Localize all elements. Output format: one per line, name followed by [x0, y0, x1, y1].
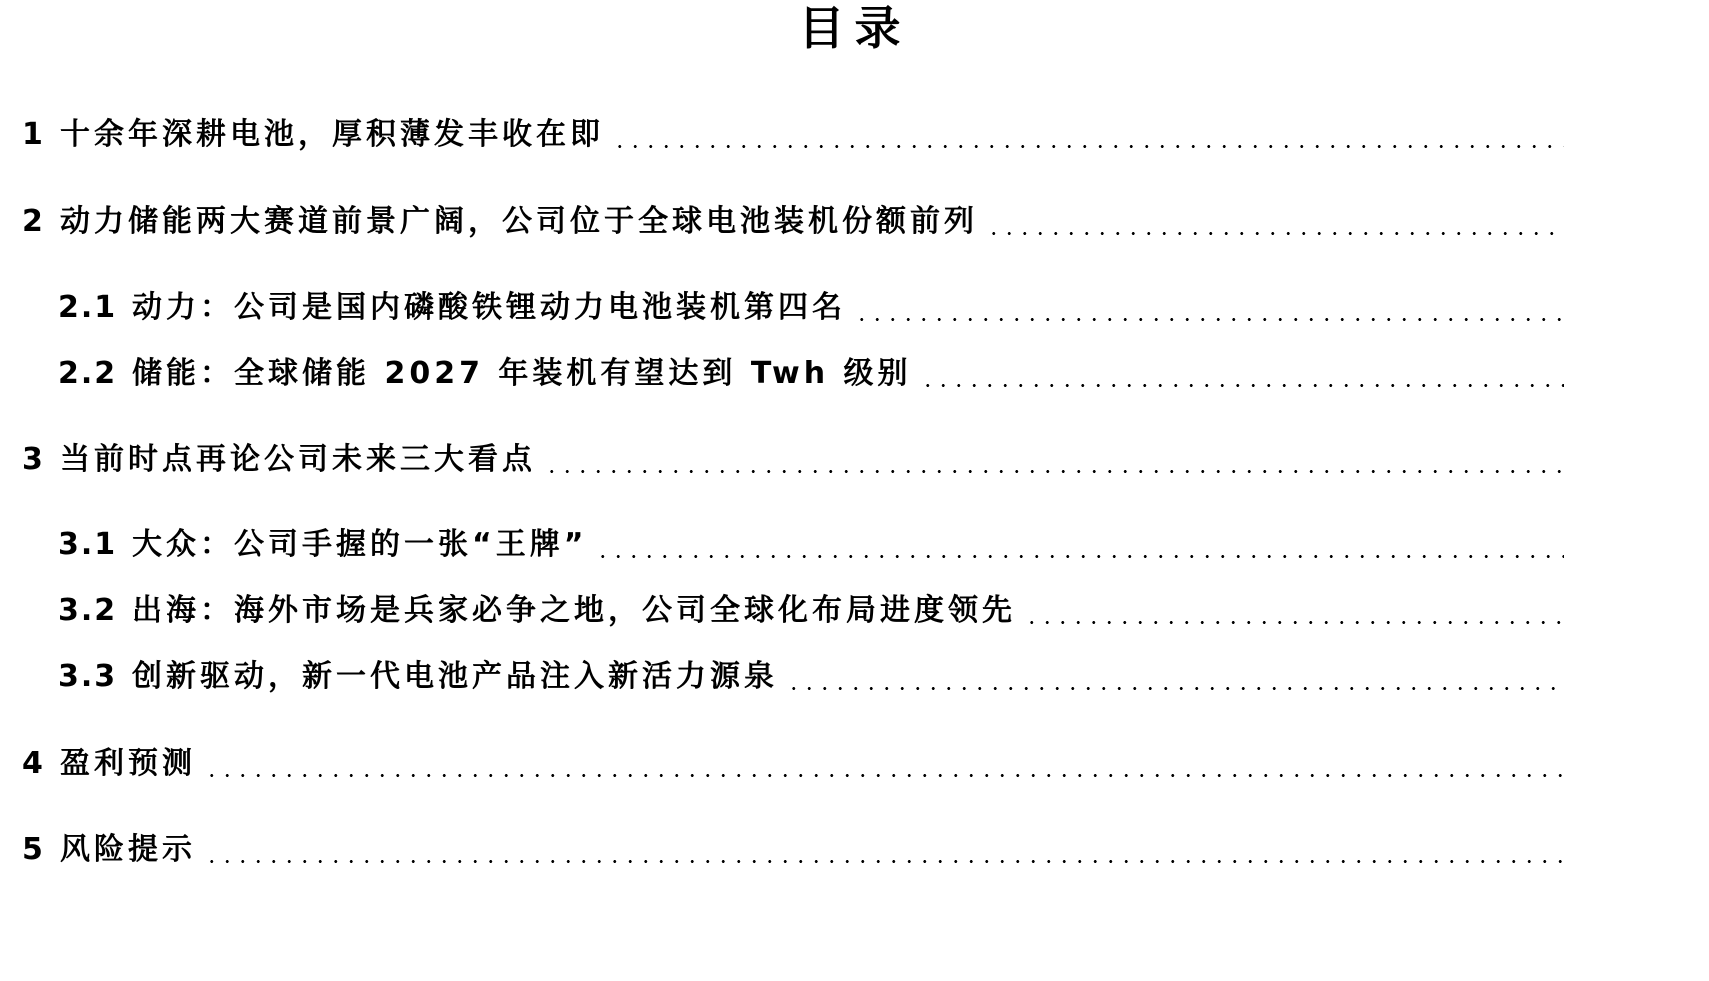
toc-entry-number: 2	[22, 204, 44, 239]
toc-dot-leader	[786, 657, 1564, 697]
toc-entry[interactable]	[58, 591, 1564, 631]
toc-entry[interactable]	[22, 202, 1564, 242]
toc-entry-number: 3	[22, 442, 44, 477]
toc-entry-number: 3.2	[58, 593, 118, 628]
toc-entry[interactable]	[58, 657, 1564, 697]
toc-entry-number: 3.1	[58, 527, 118, 562]
toc-entry[interactable]	[58, 288, 1564, 328]
toc-entry-text: 十余年深耕电池，厚积薄发丰收在即	[60, 117, 604, 152]
toc-entry-text: 动力：公司是国内磷酸铁锂动力电池装机第四名	[132, 290, 846, 325]
toc-entry-number: 3.3	[58, 659, 118, 694]
toc-entry-number: 2.1	[58, 290, 118, 325]
toc-dot-leader	[595, 525, 1564, 565]
toc-entry-text: 储能：全球储能 2027 年装机有望达到 Twh 级别	[132, 356, 912, 391]
toc-entry-number: 2.2	[58, 356, 118, 391]
toc-entry[interactable]	[22, 830, 1564, 870]
toc-dot-leader	[920, 354, 1564, 394]
toc-entry[interactable]	[22, 440, 1564, 480]
toc-dot-leader	[854, 288, 1564, 328]
toc-entry-number: 5	[22, 832, 44, 867]
toc-entry[interactable]	[58, 354, 1564, 394]
toc-entry-text: 风险提示	[60, 832, 196, 867]
toc-entry-text: 盈利预测	[60, 746, 196, 781]
toc-entry-text: 当前时点再论公司未来三大看点	[60, 442, 536, 477]
toc-entry-text: 出海：海外市场是兵家必争之地，公司全球化布局进度领先	[132, 593, 1016, 628]
toc-entry[interactable]	[58, 525, 1564, 565]
toc-entry-number: 4	[22, 746, 44, 781]
toc-dot-leader	[204, 830, 1564, 870]
toc-entry[interactable]	[22, 744, 1564, 784]
toc-entry-text: 创新驱动，新一代电池产品注入新活力源泉	[132, 659, 778, 694]
toc-dot-leader	[1024, 591, 1564, 631]
toc-dot-leader	[612, 115, 1564, 155]
toc-title: 目录	[798, 1, 911, 55]
toc-dot-leader	[986, 202, 1564, 242]
toc-entry-number: 1	[22, 117, 44, 152]
toc-entry-text: 动力储能两大赛道前景广阔，公司位于全球电池装机份额前列	[60, 204, 978, 239]
toc-entry-text: 大众：公司手握的一张“王牌”	[132, 527, 588, 562]
toc-entry[interactable]	[22, 115, 1564, 155]
toc-dot-leader	[204, 744, 1564, 784]
toc-dot-leader	[544, 440, 1564, 480]
